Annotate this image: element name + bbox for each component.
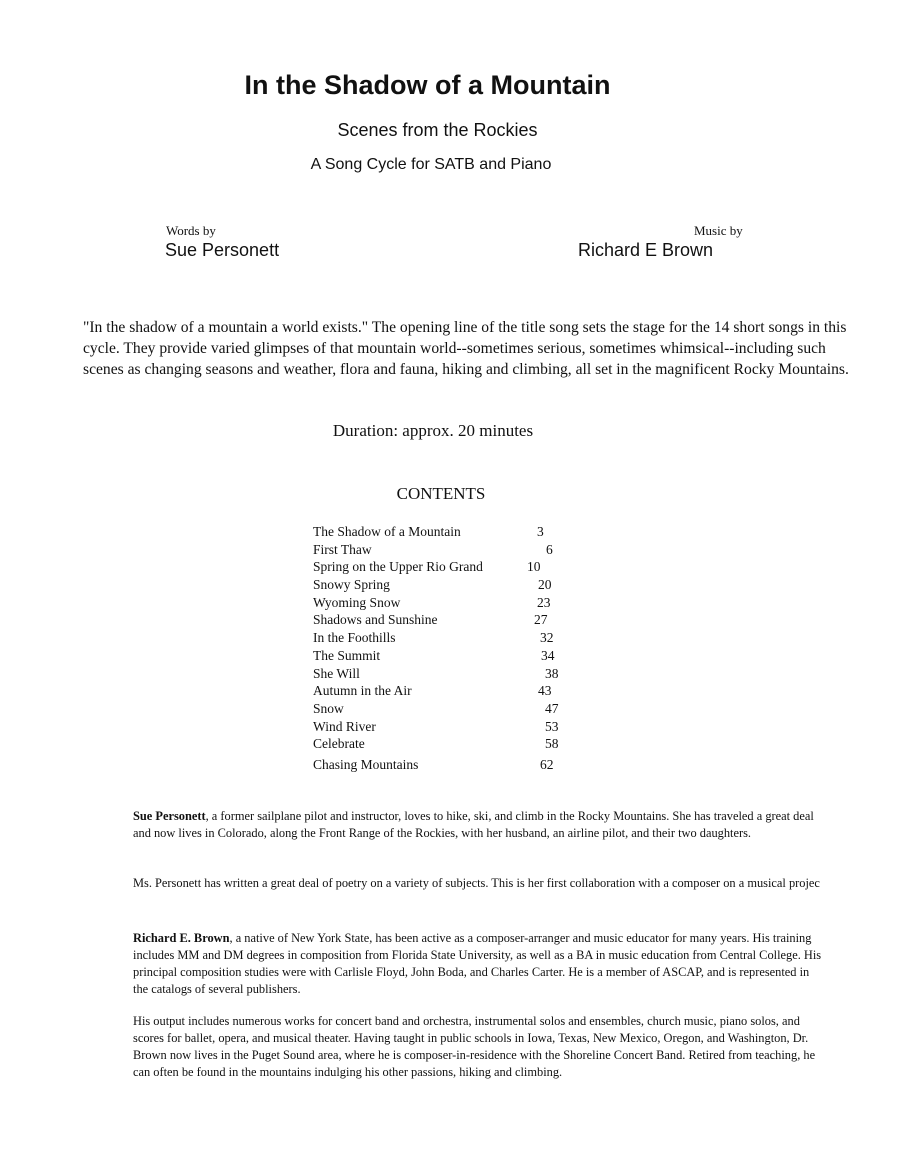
page-title: In the Shadow of a Mountain	[244, 70, 611, 100]
contents-item-title: Spring on the Upper Rio Grand	[313, 559, 483, 575]
contents-item-title: Wind River	[313, 718, 376, 734]
intro-paragraph: "In the shadow of a mountain a world exists." The opening line of the title song sets the stage for the 14 short songs in this cycle. They provide varied glimpses of that mountain world--sometimes serious, sometimes whimsical--including such scenes as changing seasons and weather, flora and fauna, hiking and climbing, all set in the magnificent Rocky Mountains.	[83, 319, 849, 378]
contents-item-page: 38	[545, 665, 559, 681]
contents-item	[313, 719, 573, 737]
contents-item	[313, 612, 573, 630]
bio-lyricist-note: Ms. Personett has written a great deal of poetry on a variety of subjects. This is her first collaboration with a composer on a musical projec	[133, 876, 820, 890]
contents-item	[313, 524, 573, 542]
contents-item-title: Wyoming Snow	[313, 594, 401, 610]
contents-item-title: Autumn in the Air	[313, 683, 412, 699]
contents-item	[313, 683, 573, 701]
contents-item	[313, 648, 573, 666]
duration: Duration: approx. 20 minutes	[332, 421, 534, 440]
contents-item-page: 32	[540, 630, 554, 646]
bio-composer-name: Richard E. Brown	[133, 931, 230, 945]
subtitle-instrumentation: A Song Cycle for SATB and Piano	[310, 156, 552, 173]
contents-item-page: 47	[545, 700, 559, 716]
music-by-label: Music by	[694, 223, 743, 238]
bio-lyricist	[133, 808, 823, 842]
contents-item-title: The Summit	[313, 647, 381, 663]
contents-item-page: 20	[538, 577, 552, 593]
contents-item-title: First Thaw	[313, 541, 372, 557]
bio-lyricist-text: , a former sailplane pilot and instructor, loves to hike, ski, and climb in the Rocky Mountains. She has traveled a great deal and now lives in Colorado, along the Front Range of the Rockies, with her husband, an airline pilot, and their two daughters.	[133, 809, 814, 840]
contents-item-page: 62	[540, 756, 554, 772]
contents-item	[313, 757, 573, 775]
contents-item-page: 34	[541, 647, 555, 663]
bio-lyricist-name: Sue Personett	[133, 809, 206, 823]
composer-name: Richard E Brown	[578, 240, 714, 260]
contents-item-page: 23	[537, 594, 551, 610]
contents-item	[313, 701, 573, 719]
contents-item-page: 6	[546, 541, 553, 557]
bio-composer-text: , a native of New York State, has been active as a composer-arranger and music educator for many years. His training includes MM and DM degrees in composition from Florida State University, as well as a BA in music education from Central College. His principal composition studies were with Carlisle Floyd, John Boda, and Charles Carter. He is a member of ASCAP, and is represented in the catalogs of several publishers.	[133, 931, 822, 996]
contents-item-title: In the Foothills	[313, 630, 396, 646]
contents-item	[313, 577, 573, 595]
contents-item-title: The Shadow of a Mountain	[313, 524, 461, 539]
contents-item-title: Shadows and Sunshine	[313, 612, 438, 628]
contents-item-title: Snowy Spring	[313, 577, 390, 593]
words-by-label: Words by	[166, 223, 216, 238]
contents-item-page: 43	[538, 683, 552, 699]
contents-item-title: She Will	[313, 665, 360, 681]
bio-composer	[133, 930, 823, 998]
contents-item-page: 10	[527, 559, 541, 575]
contents-item-title: Snow	[313, 700, 344, 716]
contents-list	[313, 524, 573, 775]
contents-item-title: Chasing Mountains	[313, 756, 419, 772]
contents-heading: CONTENTS	[396, 484, 486, 503]
contents-item	[313, 666, 573, 684]
contents-item	[313, 542, 573, 560]
lyricist-name: Sue Personett	[165, 240, 280, 260]
contents-item-page: 53	[545, 718, 559, 734]
contents-item	[313, 630, 573, 648]
contents-item	[313, 595, 573, 613]
contents-item-page: 58	[545, 736, 559, 752]
contents-item	[313, 736, 573, 754]
subtitle: Scenes from the Rockies	[337, 120, 538, 140]
contents-item-page: 27	[534, 612, 548, 628]
bio-composer-output: His output includes numerous works for concert band and orchestra, instrumental solos and ensembles, church music, piano solos, and scores for ballet, opera, and musical theater. Having taught in public schools in Iowa, Texas, New Mexico, Oregon, and Washington, Dr. Brown now lives in the Puget Sound area, where he is composer-in-residence with the Shoreline Concert Band. Retired from teaching, he can often be found in the mountains indulging his other passions, hiking and climbing.	[133, 1014, 816, 1079]
contents-item-page: 3	[537, 524, 544, 539]
contents-item	[313, 559, 573, 577]
contents-item-title: Celebrate	[313, 736, 365, 752]
